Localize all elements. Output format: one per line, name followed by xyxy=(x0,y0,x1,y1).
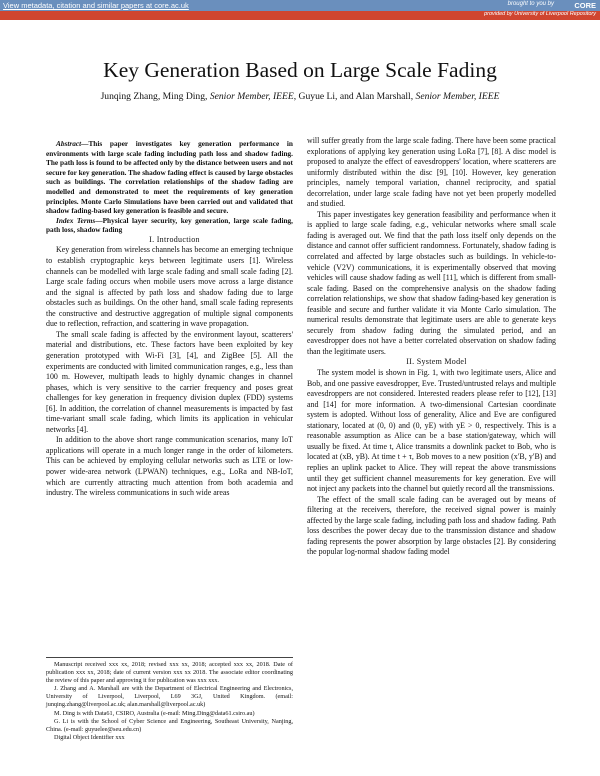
author-list: Junqing Zhang, Ming Ding, Senior Member, IEEE, Guyue Li, and Alan Marshall, Senior Member, IEEE xyxy=(100,91,500,102)
right-paragraph-2: This paper investigates key generation feasibility and performance when it is applied to large scale fading, e.g., vehicular networks where small scale fading is averaged out. We find that the path loss itself only depends on the distance and cannot offer sufficient randomness. Fortunately, shadow fading is correlated and affected by large obstacles such as buildings. In vehicle-to-vehicle (V2V) communications, it is experimentally observed that moving vehicles will cause shadow fading as well [11], which is different from small-scale fading. Based on the comprehensive analysis on the shadow fading correlation relationships, we show that shadow fading-based key generation is feasible and secure and further validate it via Monte Carlo simulation. The numerical results demonstrate that legitimate users are able to generate keys securely from shadow fading during the simulated period, and an eavesdropper does not have a better correlated observation on shadow fading than the legitimate users. xyxy=(307,209,556,356)
paper-title: Key Generation Based on Large Scale Fading xyxy=(103,58,497,82)
brought-by-label: brought to you by xyxy=(507,1,554,7)
index-terms xyxy=(46,216,293,235)
section-heading-system-model: II. System Model xyxy=(406,357,467,367)
author-membership: Senior Member, IEEE xyxy=(415,91,500,102)
abstract xyxy=(46,139,293,216)
system-paragraph-1: The system model is shown in Fig. 1, with two legitimate users, Alice and Bob, and one passive eavesdropper, Eve. Trusted/untrusted relays and multiple eavesdroppers are not considered. Interested readers please refer to [12], [13] and [14] for more information. A two-dimensional Cartesian coordinate system is adopted. Without loss of generality, Alice and Eve are configured stationary, located at (0, 0) and (0, yE) with yE > 0, respectively. This is a reasonable assumption as Alice can be a base station/gateway, which will usually be fixed. At time t, Alice transmits a downlink packet to Bob, who is located at (xB, yB). At time t + τ, Bob moves to a new position (x′B, y′B) and replies an uplink packet to Alice. They will repeat the above transmissions until they get sufficient channel measurements for key generation. Eve will not inject any packets into the channel but quietly record all the transmissions. xyxy=(307,368,556,494)
index-terms-label: Index Terms xyxy=(56,215,96,225)
right-paragraph-1: will suffer greatly from the large scale fading. There have been some practical explorations of applying key generation using LoRa [7], [8]. A disc model is proposed to analyze the effect of eavesdroppers' location, where scatterers are uniformly distributed within the disc [9], [10]. However, key generation principles, namely temporal variation, channel reciprocity, and spatial decorrelation, under large scale fading have not yet been properly modelled and studied. xyxy=(307,136,556,209)
index-terms-text: —Physical layer security, key generation, large scale fading, path loss, shadow fading xyxy=(46,215,293,235)
core-logo[interactable]: CORE xyxy=(574,1,596,10)
provided-by-label[interactable]: provided by University of Liverpool Repository xyxy=(484,11,596,17)
footnotes xyxy=(46,657,293,742)
author-membership: Senior Member, IEEE xyxy=(209,91,294,102)
right-column xyxy=(307,136,556,558)
repository-banner xyxy=(0,11,600,20)
abstract-text: —This paper investigates key generation performance in environments with large scale fading including path loss and shadow fading. The path loss is found to be affected only by the distance between users and not secure for key generation. The shadow fading effect is caused by large obstacles such as buildings. The correlation relationships of the shadow fading are modelled and demonstrated to meet the requirements of key generation principles. Monte Carlo Simulations have been carried out and validated that shadow fading-based key generation is feasible and secure. xyxy=(46,139,293,216)
section-heading-introduction: I. Introduction xyxy=(149,234,200,244)
top-banner xyxy=(0,0,600,11)
footnote: J. Zhang and A. Marshall are with the Department of Electrical Engineering and Electronics, University of Liverpool, Liverpool, L69 3GJ, United Kingdom. (email: junqing.zhang@liverpool.ac.uk; alan.marshall@liverpool.ac.uk) xyxy=(46,685,293,709)
left-column xyxy=(46,139,293,499)
intro-paragraph-3: In addition to the above short range communication scenarios, many IoT applications will operate in a much longer range in the order of kilometers. This can be achieved by employing cellular networks such as LTE or low-power wide-area network (LPWAN) techniques, e.g., LoRa and NB-IoT, which are currently attracting much attention from both academia and industry. The wireless communications in such wide areas xyxy=(46,435,293,498)
footnote: G. Li is with the School of Cyber Science and Engineering, Southeast University, Nanjing, China. (e-mail: guyuelee@seu.edu.cn) xyxy=(46,717,293,733)
intro-paragraph-2: The small scale fading is affected by the environment layout, scatterers' material and distributions, etc. These factors have been exploited by key generation prototyped with Wi-Fi [3], [4], and ZigBee [5]. All the experiments are conducted with limited communication ranges, e.g., less than 100 m. However, multipath leads to highly dynamic changes in channel phases, which is very sensitive to the carrier frequency and poses great challenges for key generation in frequency division duplex (FDD) systems [6]. In addition, the correlation of channel measurements is impacted by fast time-variant small scale fading, which limits its application in vehicular networks [4]. xyxy=(46,329,293,434)
system-paragraph-2: The effect of the small scale fading can be averaged out by means of filtering at the receivers, therefore, the received signal power is mainly affected by the large scale fading, including path loss and shadow fading. Path loss describes the power decay due to the transmission distance and shadow fading represents the power absorption by large obstacles [2]. By considering the popular log-normal shadow fading model xyxy=(307,494,556,557)
metadata-link[interactable]: View metadata, citation and similar papers at core.ac.uk xyxy=(3,1,189,10)
footnote: M. Ding is with Data61, CSIRO, Australia (e-mail: Ming.Ding@data61.csiro.au) xyxy=(54,709,255,717)
intro-paragraph-1: Key generation from wireless channels has become an emerging technique to establish cryptographic keys between legitimate users [1]. Wireless channels can be modelled with large scale fading and small scale fading [2]. Large scale fading occurs when mobile users move across a large distance and the signal is affected by path loss and shadow fading due to large obstacles such as buildings. On the other hand, small scale fading represents the constructive and destructive aggregation of multiple signal components due to reflection, refraction, and scattering in wave propagation. xyxy=(46,245,293,329)
footnote: Manuscript received xxx xx, 2018; revised xxx xx, 2018; accepted xxx xx, 2018. Date of publication xxx xx, 2018; date of current version xxx xx 2018. The associate editor coordinating the review of this paper and approving it for publication was xxx xxx. xyxy=(46,661,293,685)
footnote: Digital Object Identifier xxx xyxy=(54,733,125,741)
abstract-label: Abstract xyxy=(56,139,82,148)
